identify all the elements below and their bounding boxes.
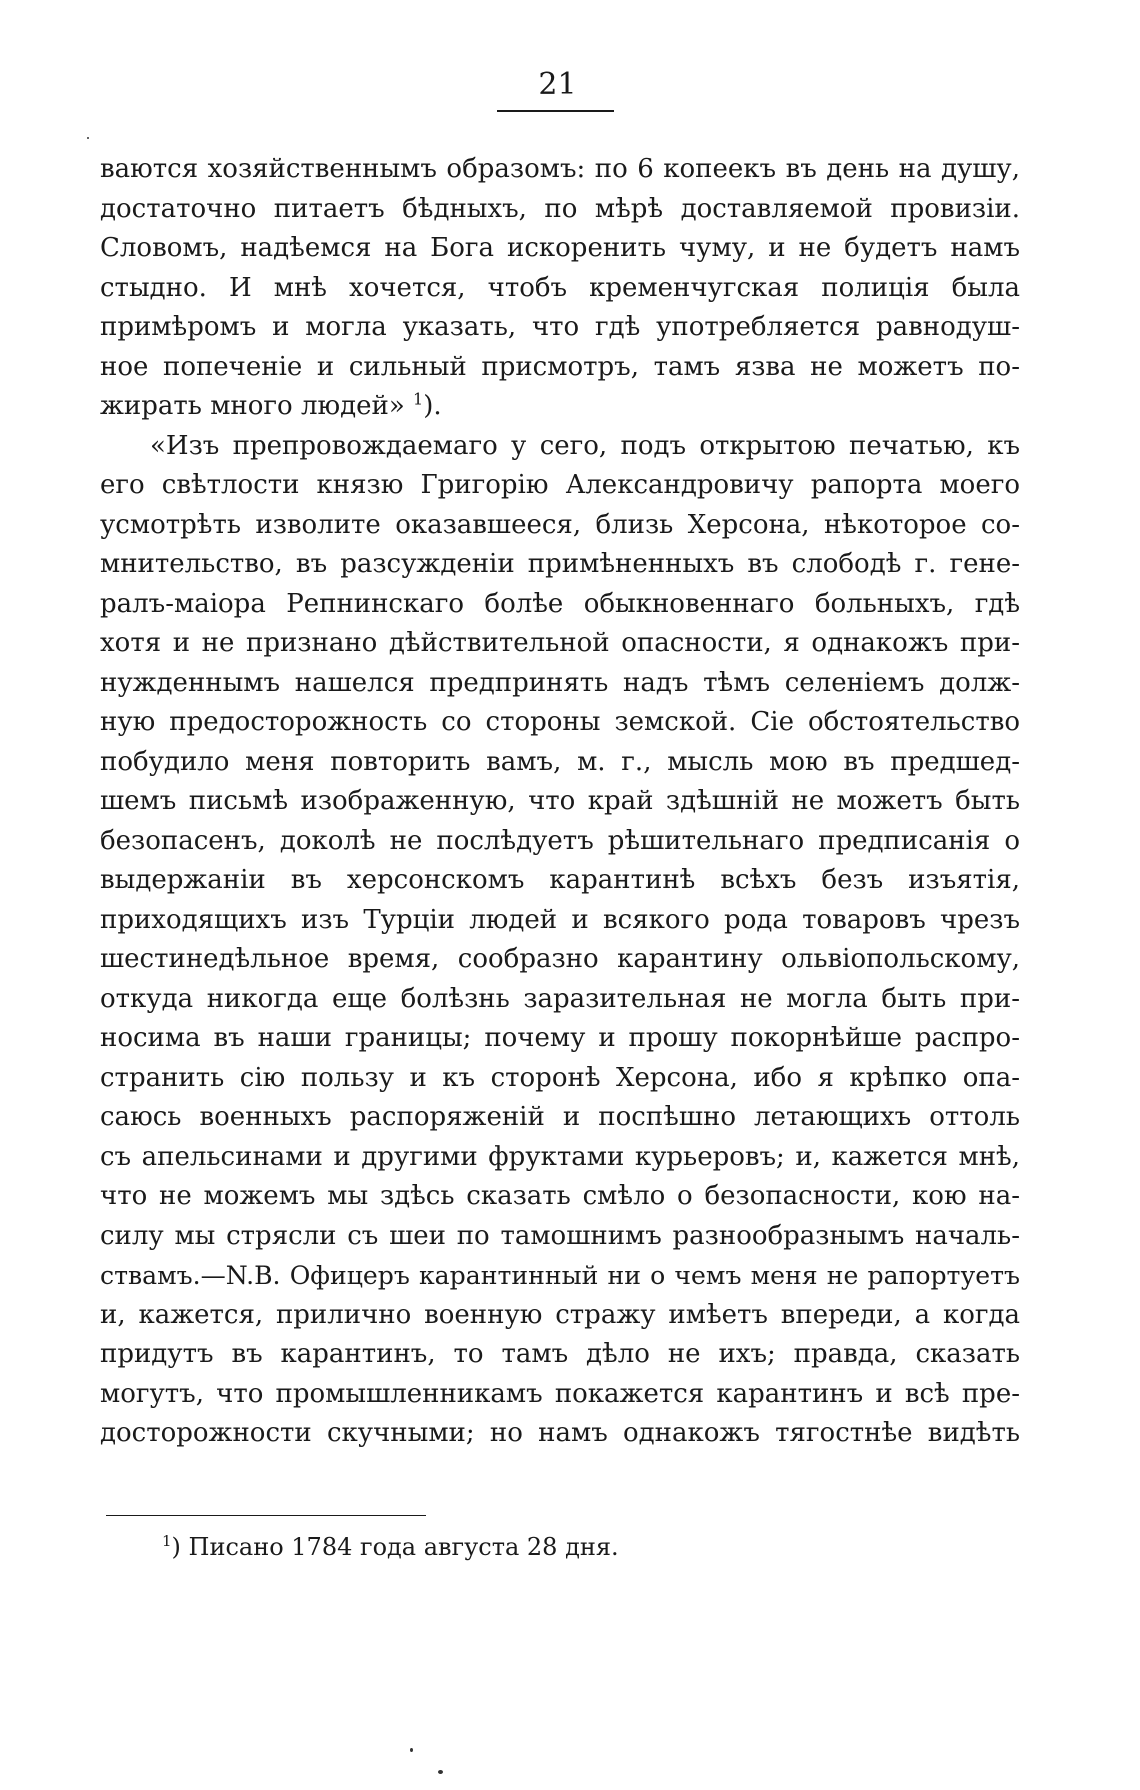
paragraph-1 [100,150,1020,427]
page-number: 21 [538,67,577,102]
text-line: ралъ-маіора Репнинскаго болѣе обыкновеннаго больныхъ, гдѣ [100,588,1020,619]
text-line: Словомъ, надѣемся на Бога искоренить чуму, и не будетъ намъ [100,233,1020,263]
text-line: что не можемъ мы здѣсь сказать смѣло о безопасности, кою на- [100,1181,1020,1211]
text-line: шемъ письмѣ изображенную, что край здѣшній не можетъ быть [100,786,1020,816]
text-line-body: жирать много людей» [100,391,405,421]
print-speck [87,137,89,139]
text-line: выдержаніи въ херсонскомъ карантинѣ всѣхъ безъ изъятія, [100,865,1020,895]
text-line: безопасенъ, доколѣ не послѣдуетъ рѣшительнаго предписанія о [100,825,1020,856]
text-line: мнительство, въ разсужденіи примѣненныхъ въ слободѣ г. гене- [100,549,1020,579]
text-line: «Изъ препровождаемаго у сего, подъ открытою печатью, къ [150,430,1020,461]
text-line: его свѣтлости князю Григорію Александровичу рапорта моего [100,470,1020,500]
text-line: могутъ, что промышленникамъ покажется карантинъ и всѣ пре- [100,1378,1020,1409]
text-line: придутъ въ карантинъ, то тамъ дѣло не ихъ; правда, сказать [100,1339,1020,1369]
text-line: стыдно. И мнѣ хочется, чтобъ кременчугская полиція была [100,272,1020,303]
text-line: саюсь военныхъ распоряженій и поспѣшно летающихъ оттоль [100,1102,1020,1132]
text-line-last [100,387,1020,427]
text-line: ствамъ.—N.B. Офицеръ карантинный ни о чемъ меня не рапортуетъ [100,1261,1020,1290]
text-line: нужденнымъ нашелся предпринять надъ тѣмъ селеніемъ долж- [100,667,1020,698]
text-line: носима въ наши границы; почему и прошу покорнѣйше распро- [100,1023,1020,1053]
text-line: хотя и не признано дѣйствительной опасности, я однакожъ при- [100,628,1020,658]
text-line: съ апельсинами и другими фруктами курьеровъ; и, кажется мнѣ, [100,1141,1020,1172]
text-line: достаточно питаетъ бѣдныхъ, по мѣрѣ доставляемой провизіи. [100,193,1020,224]
body-text [100,150,1020,1454]
text-line: ное попеченіе и сильный присмотръ, тамъ язва не можетъ по- [100,351,1020,382]
paragraph-2 [100,427,1020,1454]
text-line: странить сію пользу и къ сторонѣ Херсона, ибо я крѣпко опа- [100,1062,1020,1093]
footnote-marker: 1 [162,1532,172,1550]
text-line: ваются хозяйственнымъ образомъ: по 6 копеекъ въ день на душу, [100,154,1020,184]
text-line: примѣромъ и могла указать, что гдѣ употребляется равнодуш- [100,312,1020,342]
footnote-text: ) Писано 1784 года августа 28 дня. [171,1533,619,1561]
text-line: ную предосторожность со стороны земской. Сіе обстоятельство [100,707,1020,737]
footnote [162,1530,619,1564]
text-line: шестинедѣльное время, сообразно карантину ольвіопольскому, [100,944,1020,974]
text-line-tail: ). [423,391,442,421]
text-line: побудило меня повторить вамъ, м. г., мысль мою въ предшед- [100,746,1020,777]
page-number-rule [497,110,614,112]
print-speck [438,1770,443,1774]
text-line: силу мы стрясли съ шеи по тамошнимъ разнообразнымъ началь- [100,1220,1020,1251]
footnote-reference: 1 [413,389,424,409]
text-line: усмотрѣть изволите оказавшееся, близь Херсона, нѣкоторое со- [100,509,1020,540]
text-line: откуда никогда еще болѣзнь заразительная не могла быть при- [100,983,1020,1014]
text-line: приходящихъ изъ Турціи людей и всякого рода товаровъ чрезъ [100,904,1020,935]
footnote-rule [106,1515,426,1516]
print-speck [410,1748,413,1752]
text-line: досторожности скучными; но намъ однакожъ тягостнѣе видѣть [100,1418,1020,1448]
text-line: и, кажется, прилично военную стражу имѣетъ впереди, а когда [100,1299,1020,1330]
